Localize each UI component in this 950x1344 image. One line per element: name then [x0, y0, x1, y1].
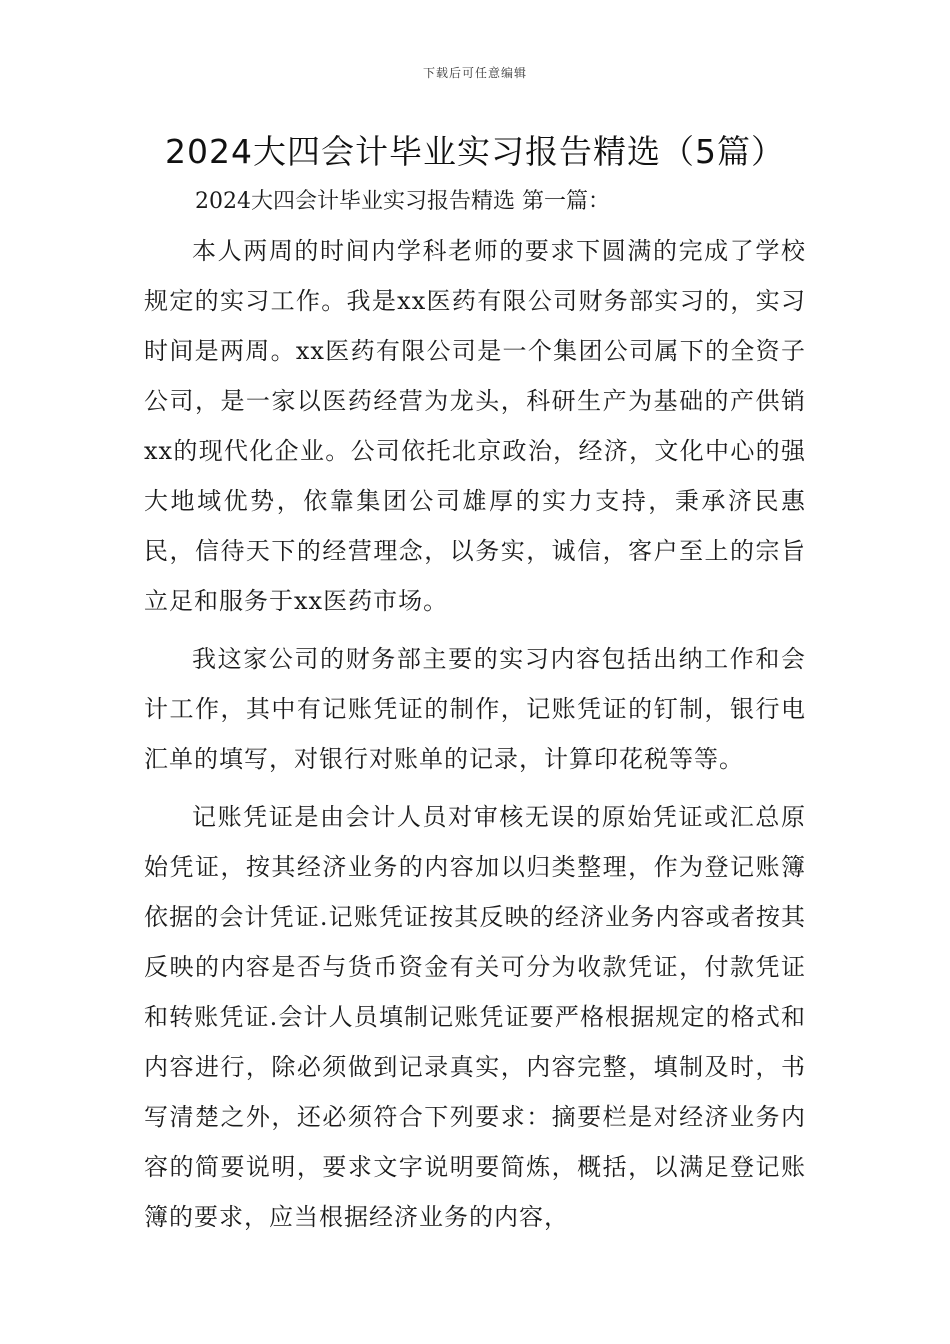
paragraph: 记账凭证是由会计人员对审核无误的原始凭证或汇总原始凭证，按其经济业务的内容加以归类整理，作为登记账簿依据的会计凭证.记账凭证按其反映的经济业务内容或者按其反映的内容是否与货币资金有关可分为收款凭证，付款凭证和转账凭证.会计人员填制记账凭证要严格根据规定的格式和内容进行，除必须做到记录真实，内容完整，填制及时，书写清楚之外，还必须符合下列要求：摘要栏是对经济业务内容的简要说明，要求文字说明要简炼，概括，以满足登记账簿的要求，应当根据经济业务的内容，	[144, 803, 806, 1231]
document-subtitle: 2024大四会计毕业实习报告精选 第一篇：	[195, 189, 610, 214]
paragraph: 本人两周的时间内学科老师的要求下圆满的完成了学校规定的实习工作。我是xx医药有限公司财务部实习的，实习时间是两周。xx医药有限公司是一个集团公司属下的全资子公司，是一家以医药经营为龙头，科研生产为基础的产供销xx的现代化企业。公司依托北京政治，经济，文化中心的强大地域优势，依靠集团公司雄厚的实力支持，秉承济民惠民，信待天下的经营理念，以务实，诚信，客户至上的宗旨立足和服务于xx医药市场。	[144, 237, 806, 615]
document-title: 2024大四会计毕业实习报告精选（5篇）	[165, 132, 785, 171]
header-note: 下载后可任意编辑	[422, 66, 527, 80]
paragraph: 我这家公司的财务部主要的实习内容包括出纳工作和会计工作，其中有记账凭证的制作，记账凭证的钉制，银行电汇单的填写，对银行对账单的记录，计算印花税等等。	[144, 645, 806, 773]
document-body	[144, 226, 806, 1250]
